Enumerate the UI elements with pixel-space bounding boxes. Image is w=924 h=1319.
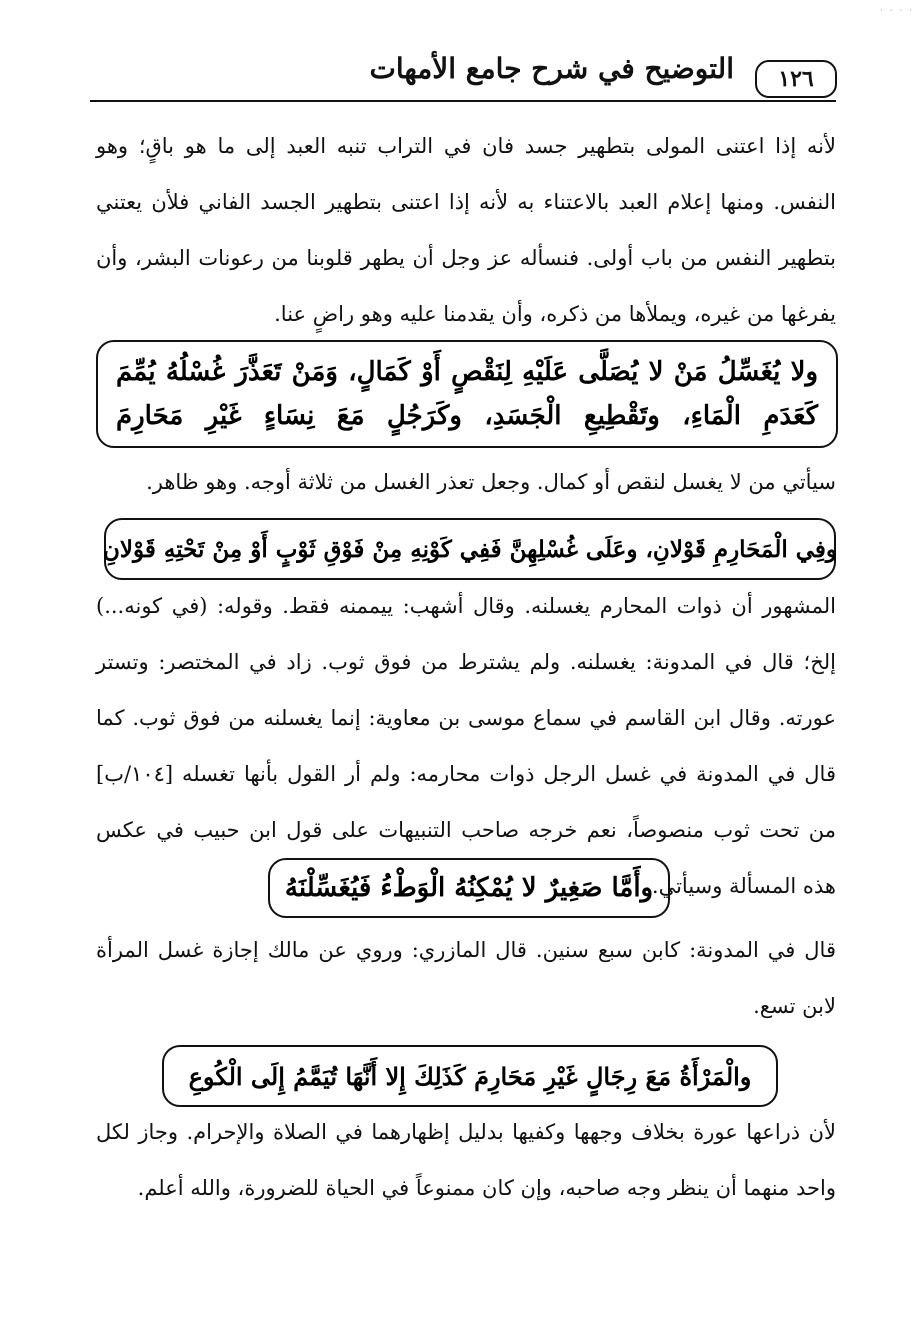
commentary-paragraph-1: لأنه إذا اعتنى المولى بتطهير جسد فان في التراب تنبه العبد إلى ما هو باقٍ؛ وهو النفس. ومنها إعلام العبد بالاعتناء به لأنه إذا اعتنى بتطهير الجسد الفاني فلأن يعتني بتطهير النفس من باب أولى. فنسأله عز وجل أن يطهر قلوبنا من رعونات البشر، وأن يفرغها من غيره، ويملأها من ذكره، وأن يقدمنا عليه وهو راضٍ عنا. (96, 134, 837, 326)
matn-box-1 (96, 340, 838, 448)
commentary-paragraph-2: سيأتي من لا يغسل لنقص أو كمال. وجعل تعذر الغسل من ثلاثة أوجه. وهو ظاهر. (146, 470, 836, 494)
matn-box-4 (162, 1045, 778, 1107)
running-header-title: التوضيح في شرح جامع الأمهات (369, 52, 734, 85)
matn-text-3: وأَمَّا صَغِيرٌ لا يُمْكِنُهُ الْوَطْءُ فَيُغَسِّلْنَهُ (284, 873, 654, 903)
page-number: ١٢٦ (755, 60, 837, 98)
matn-text-1: ولا يُغَسِّلُ مَنْ لا يُصَلَّى عَلَيْهِ لِنَقْصٍ أَوْ كَمَالٍ، وَمَنْ تَعَذَّرَ غُسْلُهُ يُمِّمَ كَعَدَمِ الْمَاءِ، وتَقْطِيعِ الْجَسَدِ، وكَرَجُلٍ مَعَ نِسَاءٍ غَيْرِ مَحَارِمَ (116, 357, 818, 431)
matn-box-3 (268, 858, 670, 918)
header-rule (90, 100, 836, 102)
scan-mark: · · · · (880, 6, 915, 16)
commentary-paragraph-4: قال في المدونة: كابن سبع سنين. قال المازري: وروي عن مالك إجازة غسل المرأة لابن تسع. (96, 938, 836, 1018)
commentary-paragraph-5: لأن ذراعها عورة بخلاف وجهها وكفيها بدليل إظهارهما في الصلاة والإحرام. وجاز لكل واحد منهما أن ينظر وجه صاحبه، وإن كان ممنوعاً في الحياة للضرورة، والله أعلم. (96, 1120, 836, 1200)
commentary-paragraph-3: المشهور أن ذوات المحارم يغسلنه. وقال أشهب: ييممنه فقط. وقوله: (في كونه...) إلخ؛ قال في المدونة: يغسلنه. ولم يشترط من فوق ثوب. زاد في المختصر: وتستر عورته. وقال ابن القاسم في سماع موسى بن معاوية: إنما يغسلنه من فوق ثوب. كما قال في المدونة في غسل الرجل ذوات محارمه: ولم أر القول بأنها تغسله [١٠٤/ب] من تحت ثوب منصوصاً، نعم خرجه صاحب التنبيهات على قول ابن حبيب في عكس هذه المسألة وسيأتي. (96, 594, 836, 898)
matn-text-4: والْمَرْأَةُ مَعَ رِجَالٍ غَيْرِ مَحَارِمَ كَذَلِكَ إِلا أَنَّهَا تُيَمَّمُ إِلَى الْكُوعِ (188, 1061, 752, 1091)
matn-box-2 (104, 518, 836, 580)
matn-text-2: وفِي الْمَحَارِمِ قَوْلانِ، وعَلَى غُسْلِهِنَّ فَفِي كَوْنِهِ مِنْ فَوْقِ ثَوْبٍ أَوْ مِنْ تَحْتِهِ قَوْلانِ (102, 535, 838, 563)
